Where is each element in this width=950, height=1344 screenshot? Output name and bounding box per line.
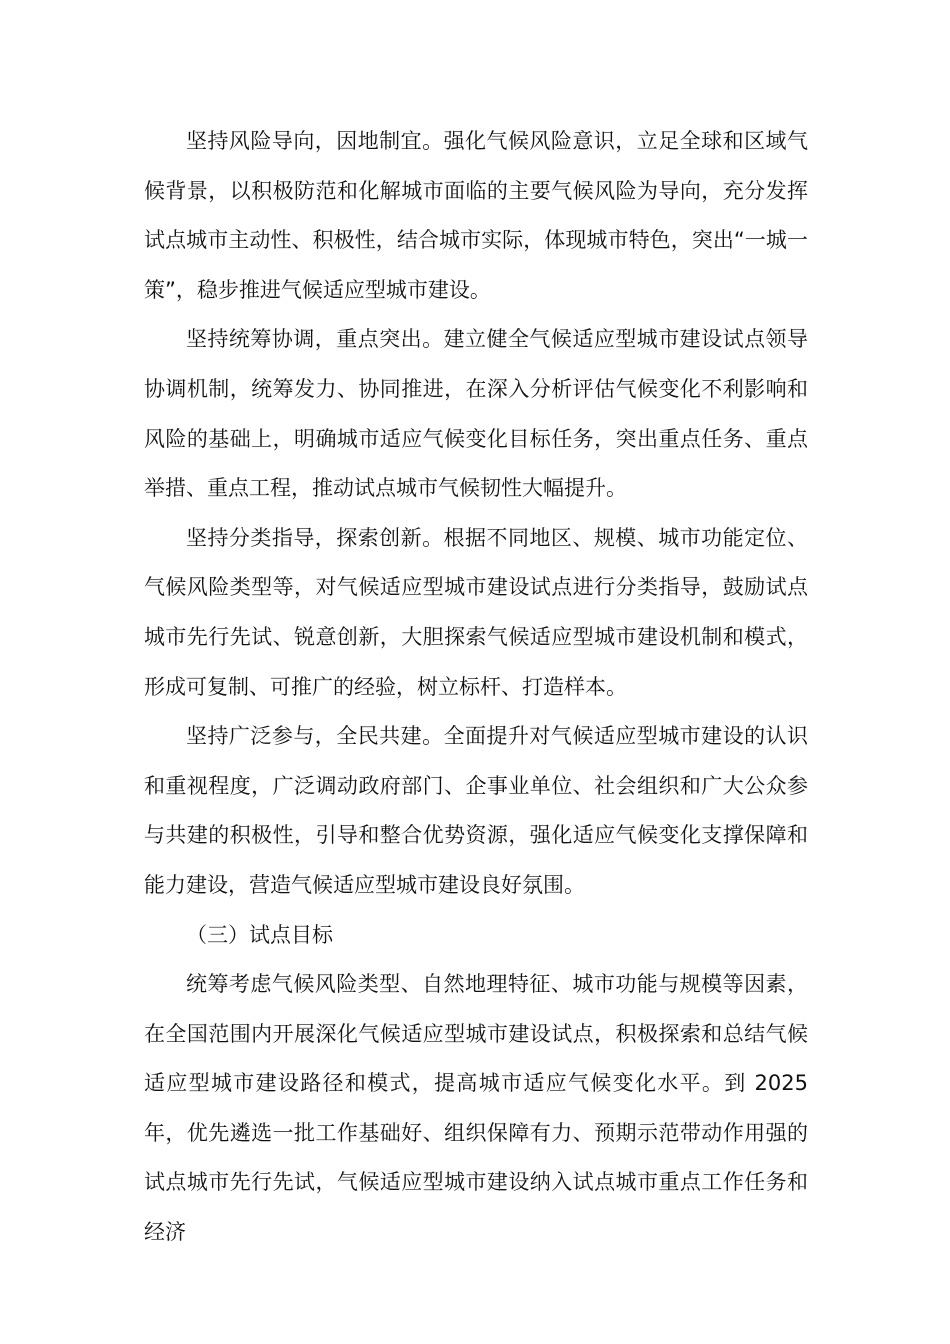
paragraph-pilot-goals: 统筹考虑气候风险类型、自然地理特征、城市功能与规模等因素，在全国范围内开展深化气候适应型城市建设试点，积极探索和总结气候适应型城市建设路径和模式，提高城市适应气候变化水平。到 2025 年，优先遴选一批工作基础好、组织保障有力、预期示范带动作用强的试点城市先行先试，气候适应型城市建设纳入试点城市重点工作任务和经济 (144, 972, 808, 1245)
paragraph-broad-participation: 坚持广泛参与，全民共建。全面提升对气候适应型城市建设的认识和重视程度，广泛调动政府部门、企事业单位、社会组织和广大公众参与共建的积极性，引导和整合优势资源，强化适应气候变化支撑保障和能力建设，营造气候适应型城市建设良好氛围。 (144, 724, 808, 897)
paragraph-coordination: 坚持统筹协调，重点突出。建立健全气候适应型城市建设试点领导协调机制，统筹发力、协同推进，在深入分析评估气候变化不利影响和风险的基础上，明确城市适应气候变化目标任务，突出重点任务、重点举措、重点工程，推动试点城市气候韧性大幅提升。 (144, 327, 808, 501)
section-heading-pilot-goals: （三）试点目标 (186, 922, 333, 947)
document-body (144, 117, 808, 1258)
paragraph-classified-guidance: 坚持分类指导，探索创新。根据不同地区、规模、城市功能定位、气候风险类型等，对气候适应型城市建设试点进行分类指导，鼓励试点城市先行先试、锐意创新，大胆探索气候适应型城市建设机制和模式，形成可复制、可推广的经验，树立标杆、打造样本。 (144, 525, 808, 699)
paragraph-risk-orientation: 坚持风险导向，因地制宜。强化气候风险意识，立足全球和区域气候背景，以积极防范和化解城市面临的主要气候风险为导向，充分发挥试点城市主动性、积极性，结合城市实际，体现城市特色，突出“一城一策”，稳步推进气候适应型城市建设。 (144, 129, 808, 302)
